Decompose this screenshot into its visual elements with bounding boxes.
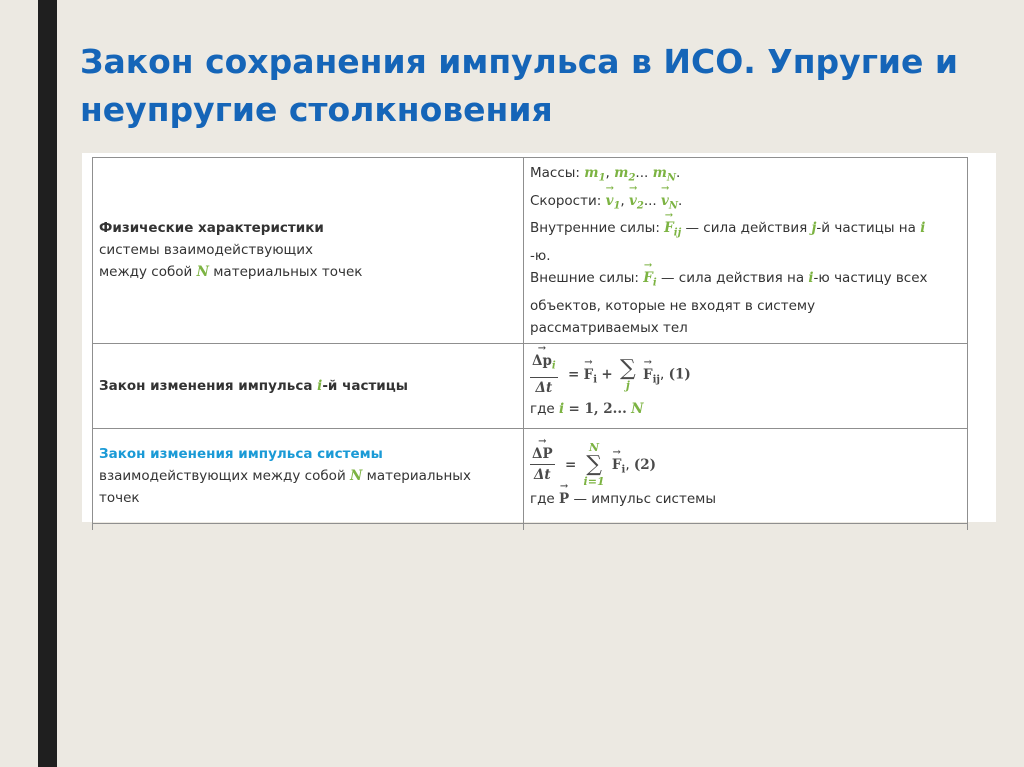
internal-force-Fij: → $F_{ij}$ <box>664 220 681 236</box>
row1-desc-text-a: между собой <box>99 264 193 281</box>
row3-label-line3: точек <box>99 489 140 506</box>
row4-right-cell <box>524 523 968 530</box>
fraction-dp-dt: → $\frac{\Delta p_i}{\Delta t}$ <box>530 351 558 398</box>
external-forces-line <box>530 267 961 295</box>
row3-label-line2: взаимодействующих между собой N материальных <box>99 467 471 484</box>
row2-label: Закон изменения импульса i-й частицы <box>99 377 408 394</box>
external-text-a: — сила действия на <box>660 270 805 287</box>
row1-desc-text-b: материальных точек <box>213 264 363 281</box>
mass-mN: $m_N$ <box>652 165 677 184</box>
row2-right-cell <box>524 343 968 428</box>
row1-right-cell <box>524 158 968 344</box>
internal-text-b: -й частицы на <box>816 220 916 237</box>
velocities-line: Скорости: → $v_1$, → $v_2$... → $v_N$. <box>530 190 961 218</box>
external-line2: объектов, которые не входят в систему <box>530 297 816 314</box>
velocity-vN: → $v_N$ <box>661 193 678 209</box>
external-label: Внешние силы: <box>530 270 639 287</box>
row2-label-i: i <box>317 377 323 394</box>
internal-j: j <box>811 220 817 237</box>
velocity-v1: → $v_1$ <box>606 193 621 209</box>
equation-2: → $\frac{\Delta P}{\Delta t}$ = N ∑ i=1 → $F_i$, (2) <box>530 442 961 488</box>
eq1-Fij: → $F_{ij}$ <box>643 367 660 383</box>
title-line-1: Закон сохранения импульса в ИСО. Упругие и <box>80 42 959 81</box>
internal-forces-line <box>530 217 961 267</box>
row2-left-cell <box>93 343 524 428</box>
equation-1: → $\frac{\Delta p_i}{\Delta t}$ = → $F_i$ + ∑ j → $F_{ij}$, (1) <box>530 351 961 398</box>
internal-text-a: — сила действия <box>685 220 808 237</box>
physics-table <box>92 157 968 530</box>
eq2-Fi: → $F_i$ <box>612 457 625 473</box>
row2-where-i: i <box>559 401 565 418</box>
sum-over-j: ∑ j <box>619 355 636 392</box>
title-line-2: неупругие столкновения <box>80 90 553 129</box>
fraction-dP-dt: → $\frac{\Delta P}{\Delta t}$ <box>530 444 555 485</box>
row3-right-cell <box>524 428 968 523</box>
row1-desc-line2 <box>99 261 517 283</box>
table-row <box>93 343 968 428</box>
row3-where-P: → P <box>559 491 569 507</box>
row3-where: где <box>530 490 555 507</box>
eq1-Fi: → $F_i$ <box>584 367 597 383</box>
row2-where-range: = 1, 2... <box>568 401 627 418</box>
velocities-label: Скорости: <box>530 192 602 209</box>
left-accent-bar <box>38 0 57 767</box>
external-force-Fi: → $F_i$ <box>643 270 656 286</box>
row3-where-text: — импульс системы <box>573 490 716 507</box>
row3-where-line <box>530 488 961 510</box>
row2-where: где <box>530 401 555 418</box>
masses-line: Массы: $m_1$, $m_2$... $m_N$. <box>530 165 681 184</box>
external-i: i <box>808 270 814 287</box>
mass-m2: $m_2$ <box>614 165 636 184</box>
sum-i-to-N: N ∑ i=1 <box>583 440 605 488</box>
row3-left-cell <box>93 428 524 523</box>
row1-desc-line1: системы взаимодействующих <box>99 242 314 259</box>
table-row <box>93 158 968 344</box>
row2-where-line <box>530 398 961 420</box>
mass-m1: $m_1$ <box>584 165 606 184</box>
masses-label: Массы: <box>530 165 580 181</box>
row1-desc-N: N <box>196 264 209 281</box>
table-image <box>82 153 996 522</box>
row1-heading: Физические характеристики <box>99 220 324 237</box>
eq1-number: (1) <box>668 366 691 383</box>
row2-where-N: N <box>631 401 644 418</box>
table-row <box>93 428 968 523</box>
internal-label: Внутренние силы: <box>530 220 660 237</box>
internal-i: i <box>920 220 926 237</box>
internal-text-c: -ю. <box>530 248 551 265</box>
eq2-number: (2) <box>633 456 657 473</box>
row1-left-cell <box>93 158 524 344</box>
slide-title <box>80 38 1000 134</box>
velocity-v2: → $v_2$ <box>629 193 644 209</box>
external-text-b: -ю частицу всех <box>813 270 928 287</box>
row4-left-cell <box>93 523 524 530</box>
row3-label-N: N <box>350 467 363 484</box>
row3-label-blue: Закон изменения импульса системы <box>99 445 383 462</box>
table-row-partial <box>93 523 968 530</box>
external-line3: рассматриваемых тел <box>530 319 688 336</box>
